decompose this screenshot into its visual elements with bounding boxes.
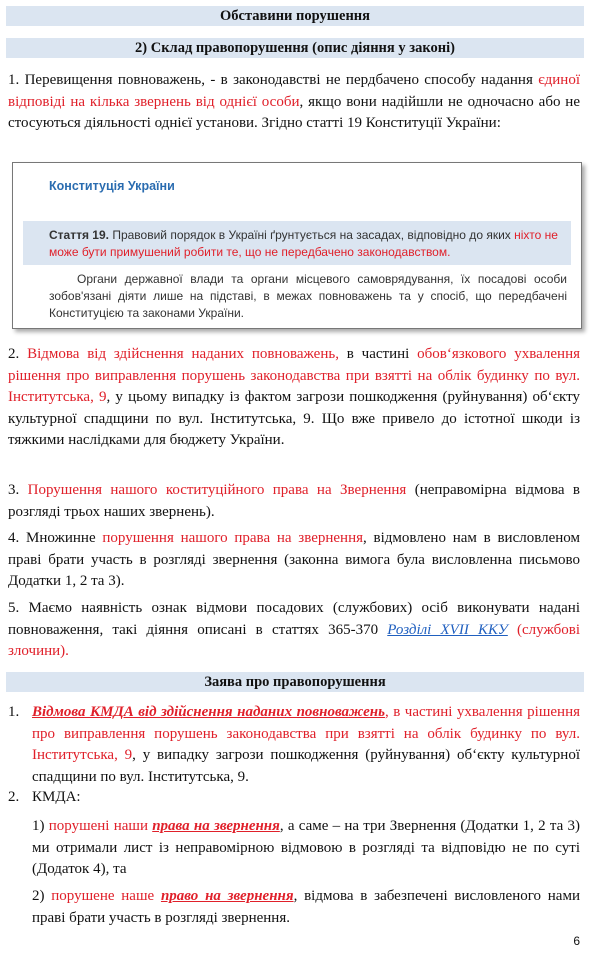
paragraph-3: 3. Порушення нашого коституційного права на Звернення (неправомірна відмова в розгляді трьох наших звернень). xyxy=(8,482,580,520)
section-header-statement: Заява про правопорушення xyxy=(6,672,584,692)
excerpt-title: Конституція України xyxy=(49,179,175,193)
article-19-text: Стаття 19. Правовий порядок в Україні ґрунтується на засадах, відповідно до яких ніхто не може бути примушений робити те, що не передбачено законодавством. xyxy=(49,228,558,259)
criminal-code-link[interactable]: Розділі XVII ККУ xyxy=(387,621,508,638)
article-19-part-2: Органи державної влади та органи місцевого самоврядування, їх посадові особи зобов'язані діяти лише на підставі, в межах повноважень та у спосіб, що передбачені Конституцією та законами України. xyxy=(49,272,567,320)
paragraph-4: 4. Множинне порушення нашого права на звернення, відмовлено нам в висловленом праві брати участь в розгляді звернення (законна вимога була висловленна письмово Додатки 1, 2 та 3). xyxy=(8,530,580,589)
red-highlight: єдиної відповіді на кілька звернень від однієї особи xyxy=(8,72,580,110)
page-number: 6 xyxy=(573,934,580,948)
section-header-composition: 2) Склад правопорушення (опис діяння у законі) xyxy=(6,38,584,58)
constitution-excerpt xyxy=(12,162,582,329)
document-page: Обставини порушення 2) Склад правопорушення (опис діяння у законі) 1. Перевищення повноважень, - в законодавстві не пердбачено способу надання єдиної відповіді на кілька звернень від однієї особи, якщо вони надійшли не одночасно або не стосуються діяльності однієї установи. Згідно статті 19 Конституції України: Конституція України Стаття 19. Правовий порядок в Україні ґрунтується на засадах, відповідно до яких ніхто не може бути примушений робити те, що не передбачено законодавством. Органи державної влади та органи місцевого самоврядування, їх посадові особи зобов'язані діяти лише на підставі, в межах повноважень та у спосіб, що передбачені Конституцією та законами України. 2. Відмова від здійснення наданих повноважень, в частині обов‘язкового ухвалення рішення про виправлення порушень законодавства при взятті на облік будинку по вул. Інститутська, 9, у цьому випадку із фактом загрози пошкодження (руйнування) об‘єкту культурної спадщини по вул. Інститутська, 9. Що вже привело до істотної шкоди із тяжкими наслідками для бюджету України. 3. Порушення нашого коституційного права на Звернення (неправомірна відмова в розгляді трьох наших звернень). 4. Множинне порушення нашого права на звернення, відмовлено нам в висловленом праві брати участь в розгляді звернення (законна вимога була висловленна письмово Додатки 1, 2 та 3). 5. Маємо наявність ознак відмови посадових (службових) осіб виконувати надані повноваження, такі діяння описані в статтях 365-370 Розділі XVII ККУ (службові злочини). Заява про правопорушення 1. Відмова КМДА від здійснення наданих повноважень, в частині ухвалення рішення про виправлення порушень законодавства при взятті на облік будинку по вул. Інститутська, 9, у випадку загрози пошкодження (руйнування) об‘єкту культурної спадщини по вул. Інститутська, 9. 2. КМДА: 1) порушені наши права на звернення, а саме – на три Звернення (Додатки 1, 2 та 3) ми отримали лист із неправомірною відмовою в розгляді та відповідю не по суті (Додаток 4), та 2) порушене наше право на звернення, відмова в забезпечені висловленого нами праві брати участь в розгляді звернення. 6 xyxy=(0,0,600,958)
sub-item-1: 1) порушені наши права на звернення, а саме – на три Звернення (Додатки 1, 2 та 3) ми отримали лист із неправомірною відмовою в розгляді та відповідю не по суті (Додаток 4), та xyxy=(32,818,580,877)
paragraph-1: 1. Перевищення повноважень, - в законодавстві не пердбачено способу надання єдиної відповіді на кілька звернень від однієї особи, якщо вони надійшли не одночасно або не стосуються діяльності однієї установи. Згідно статті 19 Конституції України: xyxy=(8,72,580,131)
paragraph-2: 2. Відмова від здійснення наданих повноважень, в частині обов‘язкового ухвалення рішення про виправлення порушень законодавства при взятті на облік будинку по вул. Інститутська, 9, у цьому випадку із фактом загрози пошкодження (руйнування) об‘єкту культурної спадщини по вул. Інститутська, 9. Що вже привело до істотної шкоди із тяжкими наслідками для бюджету України. xyxy=(8,346,581,448)
section-header-circumstances: Обставини порушення xyxy=(6,6,584,26)
paragraph-5: 5. Маємо наявність ознак відмови посадових (службових) осіб виконувати надані повноваження, такі діяння описані в статтях 365-370 Розділі XVII ККУ (службові злочини). xyxy=(8,600,580,659)
sub-item-2: 2) порушене наше право на звернення, відмова в забезпечені висловленого нами праві брати участь в розгляді звернення. xyxy=(32,888,580,926)
